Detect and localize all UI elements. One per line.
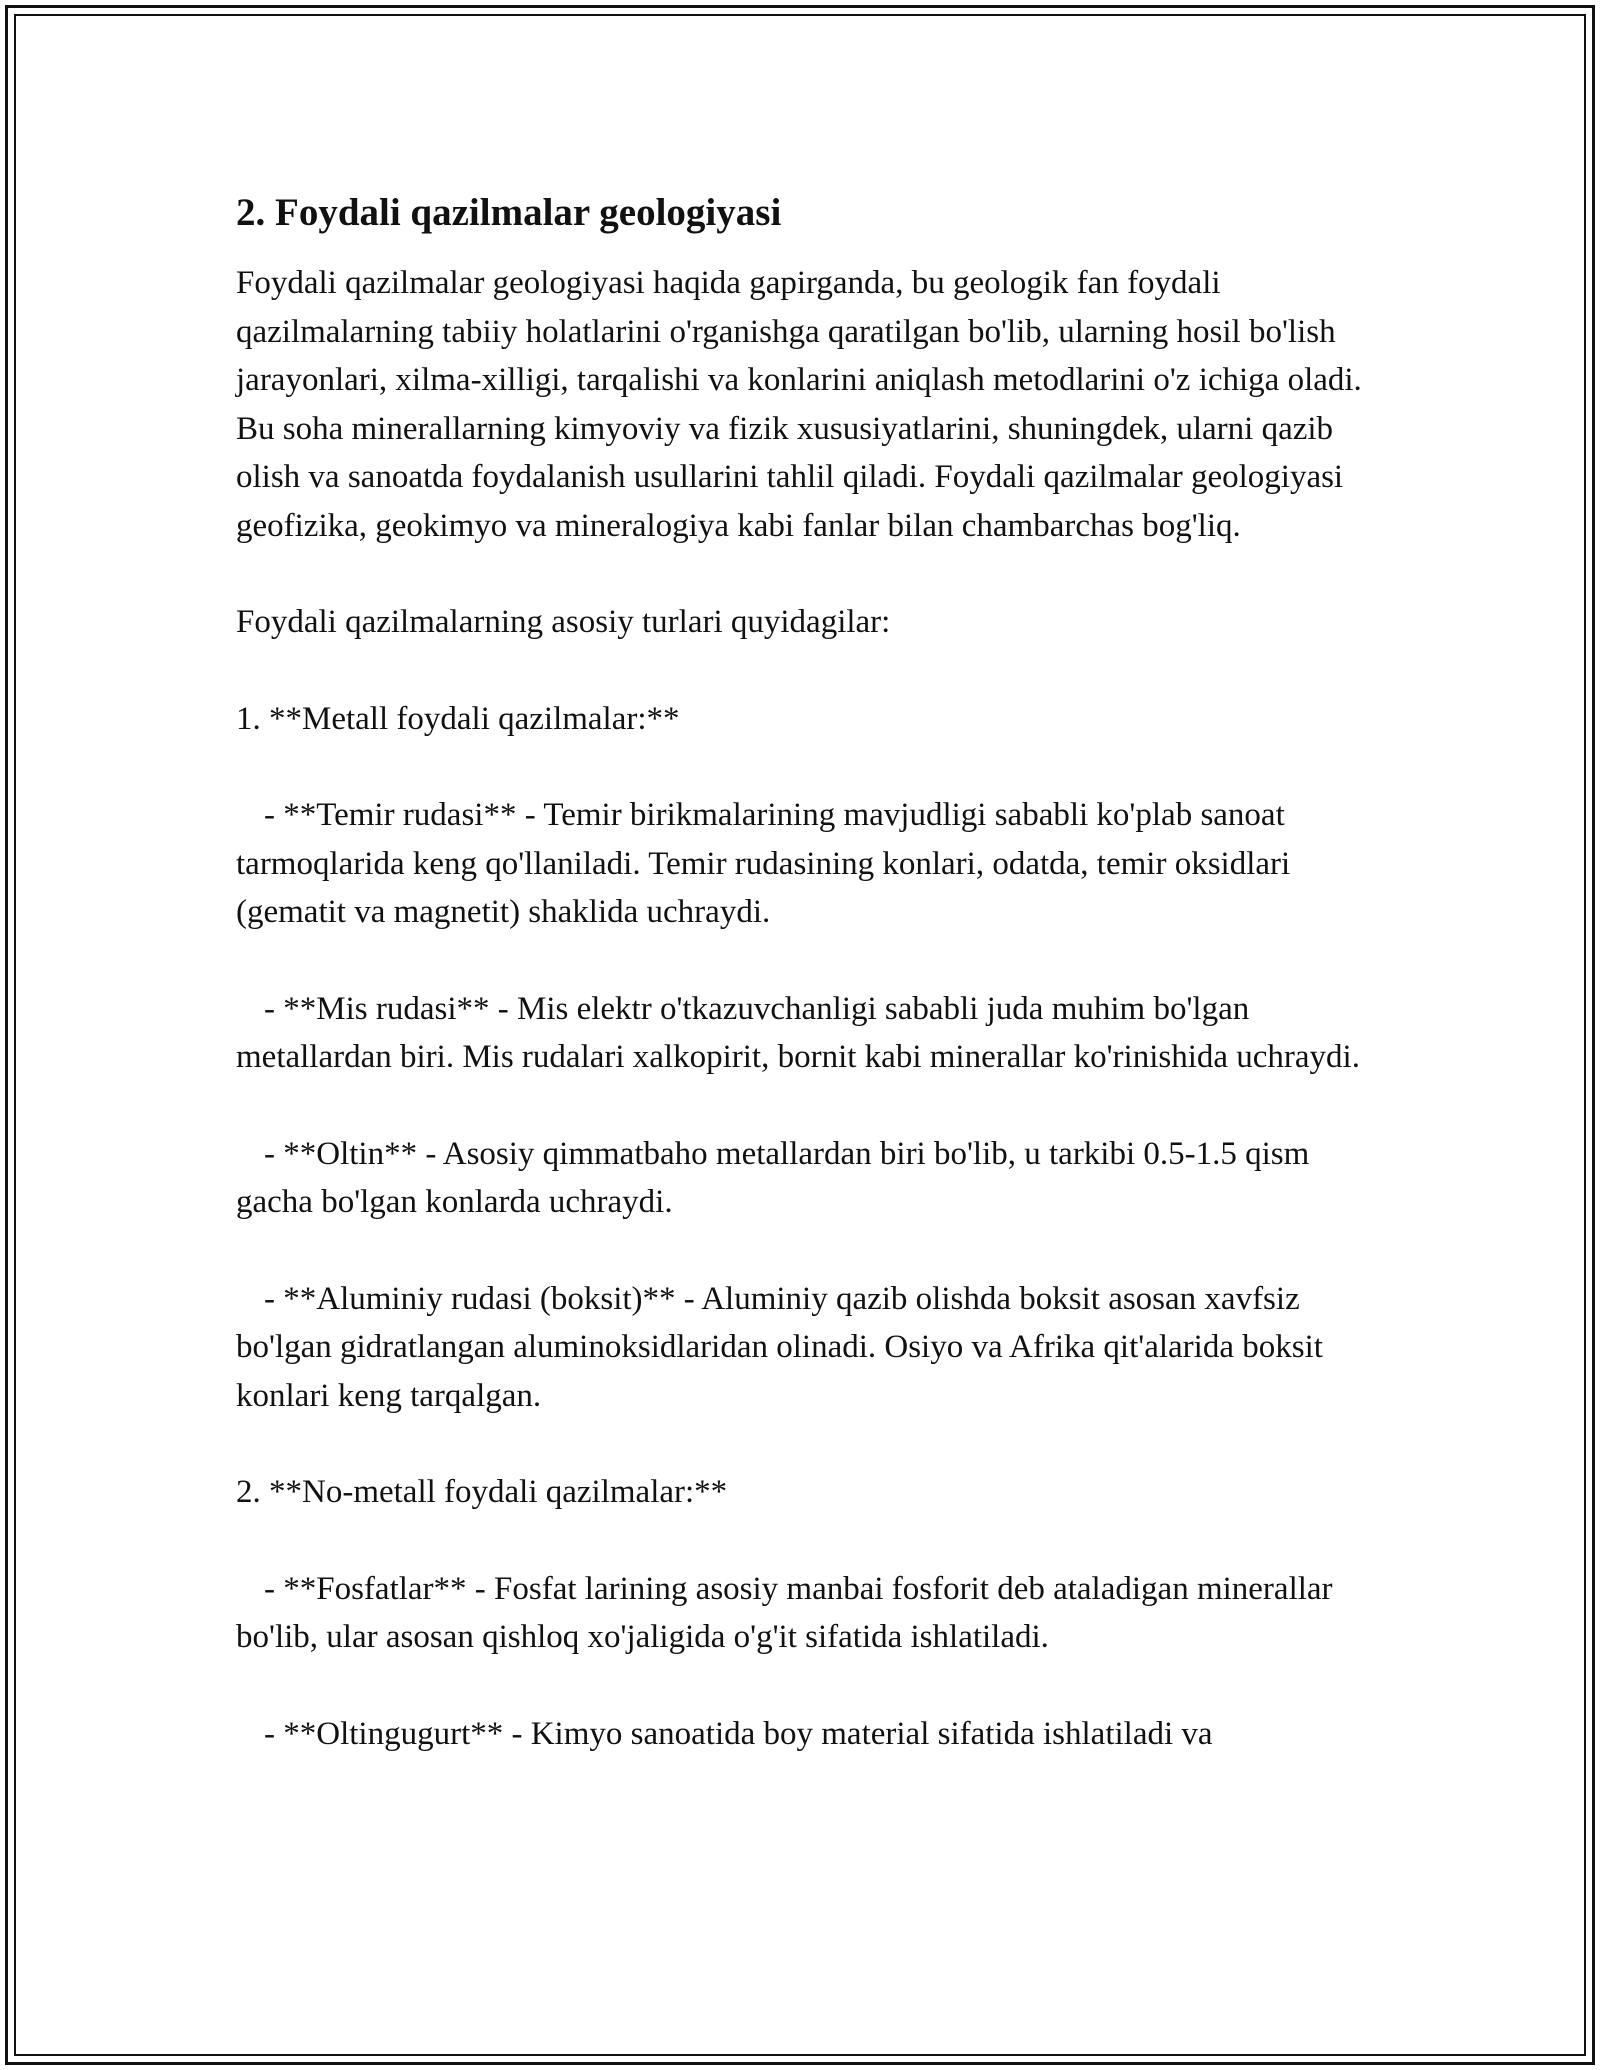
non-metal-minerals-heading: 2. **No-metall foydali qazilmalar:** <box>236 1474 728 1510</box>
list-item-phosphates: - **Fosfatlar** - Fosfat larining asosiy manbai fosforit deb ataladigan minerallar bo'lib, ular asosan qishloq xo'jaligida o'g'it sifatida ishlatiladi. <box>236 1570 1333 1655</box>
section-heading: 2. Foydali qazilmalar geologiyasi <box>236 191 782 234</box>
list-item-bauxite: - **Aluminiy rudasi (boksit)** - Aluminiy qazib olishda boksit asosan xavfsiz bo'lgan gidratlangan aluminoksidlaridan olinadi. Osiyo va Afrika qit'alarida boksit konlari keng tarqalgan. <box>236 1280 1323 1414</box>
metal-minerals-heading: 1. **Metall foydali qazilmalar:** <box>236 700 680 737</box>
list-item-copper-ore: - **Mis rudasi** - Mis elektr o'tkazuvchanligi sababli juda muhim bo'lgan metallardan biri. Mis rudalari xalkopirit, bornit kabi minerallar ko'rinishida uchraydi. <box>236 990 1360 1075</box>
types-intro: Foydali qazilmalarning asosiy turlari quyidagilar: <box>236 604 891 640</box>
list-item-iron-ore: - **Temir rudasi** - Temir birikmalarining mavjudligi sababli ko'plab sanoat tarmoqlarida keng qo'llaniladi. Temir rudasining konlari, odatda, temir oksidlari (gematit va magnetit) shaklida uchraydi. <box>236 797 1291 930</box>
list-item-sulfur: - **Oltingugurt** - Kimyo sanoatida boy material sifatida ishlatiladi va <box>264 1715 1213 1752</box>
intro-paragraph: Foydali qazilmalar geologiyasi haqida gapirganda, bu geologik fan foydali qazilmalarning tabiiy holatlarini o'rganishga qaratilgan bo'lib, ularning hosil bo'lish jarayonlari, xilma-xilligi, tarqalishi va konlarini aniqlash metodlarini o'z ichiga oladi. Bu soha minerallarning kimyoviy va fizik xususiyatlarini, shuningdek, ularni qazib olish va sanoatda foydalanish usullarini tahlil qiladi. Foydali qazilmalar geologiyasi geofizika, geokimyo va mineralogiya kabi fanlar bilan chambarchas bog'liq. <box>236 265 1362 544</box>
list-item-gold: - **Oltin** - Asosiy qimmatbaho metallardan biri bo'lib, u tarkibi 0.5-1.5 qism gacha bo'lgan konlarda uchraydi. <box>236 1135 1310 1220</box>
document-body <box>236 185 1366 1806</box>
